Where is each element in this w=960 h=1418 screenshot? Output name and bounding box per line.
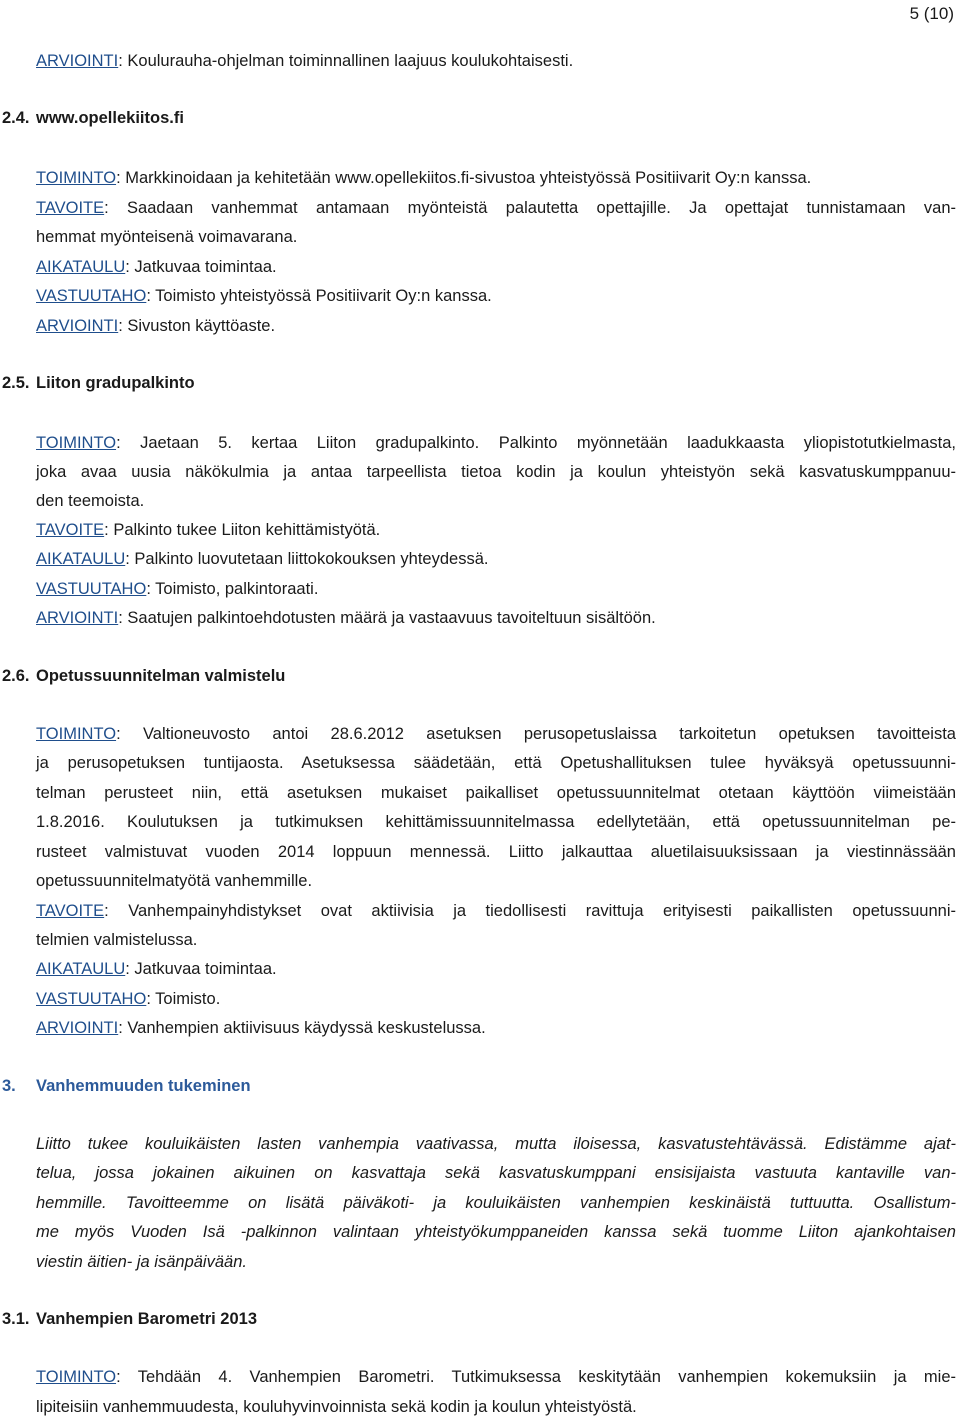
arviointi-label: ARVIOINTI bbox=[36, 1019, 119, 1037]
toiminto-line-cont: rusteet valmistuvat vuoden 2014 loppuun mennessä. Liitto jalkauttaa aluetilaisuuksissaan ja viestinnässään bbox=[36, 843, 956, 861]
section-title: Opetussuunnitelman valmistelu bbox=[36, 667, 286, 685]
aikataulu-line bbox=[36, 548, 488, 570]
toiminto-label: TOIMINTO bbox=[36, 434, 117, 452]
tavoite-label: TAVOITE bbox=[36, 521, 105, 539]
section-title: Vanhemmuuden tukeminen bbox=[36, 1077, 251, 1095]
intro-paragraph-line: Liitto tukee kouluikäisten lasten vanhempia vaativassa, mutta iloisessa, kasvatustehtävässä. Edistämme ajat- bbox=[36, 1135, 956, 1153]
arviointi-label: ARVIOINTI bbox=[36, 609, 119, 627]
toiminto-label: TOIMINTO bbox=[36, 169, 117, 187]
intro-paragraph-line: viestin äitien- ja isänpäivään. bbox=[36, 1253, 247, 1271]
tavoite-line bbox=[36, 900, 956, 922]
toiminto-label: TOIMINTO bbox=[36, 725, 117, 743]
vastuutaho-text: : Toimisto yhteistyössä Positiivarit Oy:n kanssa. bbox=[146, 287, 492, 305]
section-title: www.opellekiitos.fi bbox=[36, 109, 184, 127]
vastuutaho-line bbox=[36, 578, 318, 600]
aikataulu-label: AIKATAULU bbox=[36, 960, 126, 978]
vastuutaho-label: VASTUUTAHO bbox=[36, 580, 147, 598]
vastuutaho-label: VASTUUTAHO bbox=[36, 990, 147, 1008]
section-heading-3 bbox=[2, 1075, 251, 1097]
section-number: 2.4. bbox=[2, 109, 30, 127]
section-number: 3.1. bbox=[2, 1310, 30, 1328]
tavoite-line-cont: telmien valmistelussa. bbox=[36, 931, 198, 949]
tavoite-label: TAVOITE bbox=[36, 902, 105, 920]
toiminto-line bbox=[36, 167, 811, 189]
arviointi-text: : Koulurauha-ohjelman toiminnallinen laajuus koulukohtaisesti. bbox=[118, 52, 574, 70]
toiminto-text: : Tehdään 4. Vanhempien Barometri. Tutkimuksessa keskitytään vanhempien kokemuksiin ja mie- bbox=[116, 1368, 956, 1386]
arviointi-label: ARVIOINTI bbox=[36, 52, 119, 70]
toiminto-line-cont: den teemoista. bbox=[36, 492, 145, 510]
arviointi-line bbox=[36, 315, 275, 337]
aikataulu-line bbox=[36, 256, 277, 278]
aikataulu-label: AIKATAULU bbox=[36, 550, 126, 568]
toiminto-line-cont: joka avaa uusia näkökulmia ja antaa tarpeellista tietoa kodin ja koulun yhteistyön sekä kasvatuskumppanuu- bbox=[36, 463, 956, 481]
intro-paragraph-line: hemmille. Tavoitteemme on lisätä päiväkoti- ja kouluikäisten vanhempien keskinäistä tuttuutta. Osallistum- bbox=[36, 1194, 956, 1212]
section-title: Liiton gradupalkinto bbox=[36, 374, 195, 392]
toiminto-line-cont: telman perusteet niin, että asetuksen mukaiset paikalliset opetussuunnitelmat otetaan käyttöön viimeistään bbox=[36, 784, 956, 802]
arviointi-text: : Vanhempien aktiivisuus käydyssä keskustelussa. bbox=[118, 1019, 486, 1037]
vastuutaho-line bbox=[36, 285, 492, 307]
arviointi-line bbox=[36, 1017, 486, 1039]
toiminto-line-cont: opetussuunnitelmatyötä vanhemmille. bbox=[36, 872, 313, 890]
tavoite-line-cont: hemmat myönteisenä voimavarana. bbox=[36, 228, 298, 246]
section-number: 2.5. bbox=[2, 374, 30, 392]
vastuutaho-text: : Toimisto, palkintoraati. bbox=[146, 580, 319, 598]
toiminto-line-cont: lipiteisiin vanhemmuudesta, kouluhyvinvoinnista sekä kodin ja koulun yhteistyöstä. bbox=[36, 1398, 637, 1416]
arviointi-label: ARVIOINTI bbox=[36, 317, 119, 335]
aikataulu-text: : Jatkuvaa toimintaa. bbox=[125, 960, 277, 978]
vastuutaho-label: VASTUUTAHO bbox=[36, 287, 147, 305]
section-number: 3. bbox=[2, 1077, 16, 1095]
intro-paragraph-line: me myös Vuoden Isä -palkinnon valintaan yhteistyökumppaneiden kanssa sekä tuomme Liiton ajankohtaisen bbox=[36, 1223, 956, 1241]
section-heading-2-4 bbox=[2, 107, 184, 129]
arviointi-text: : Saatujen palkintoehdotusten määrä ja vastaavuus tavoiteltuun sisältöön. bbox=[118, 609, 656, 627]
tavoite-line bbox=[36, 519, 380, 541]
aikataulu-label: AIKATAULU bbox=[36, 258, 126, 276]
arviointi-line bbox=[36, 607, 656, 629]
aikataulu-line bbox=[36, 958, 277, 980]
arviointi-line bbox=[36, 50, 573, 72]
section-title: Vanhempien Barometri 2013 bbox=[36, 1310, 258, 1328]
aikataulu-text: : Palkinto luovutetaan liittokokouksen yhteydessä. bbox=[125, 550, 489, 568]
toiminto-text: : Markkinoidaan ja kehitetään www.opellekiitos.fi-sivustoa yhteistyössä Positiivarit Oy:n kanssa. bbox=[116, 169, 812, 187]
tavoite-line bbox=[36, 197, 956, 219]
section-heading-3-1 bbox=[2, 1308, 257, 1330]
toiminto-text: : Valtioneuvosto antoi 28.6.2012 asetuksen perusopetuslaissa tarkoitetun opetuksen tavoitteista bbox=[116, 725, 956, 743]
toiminto-line bbox=[36, 432, 956, 454]
vastuutaho-text: : Toimisto. bbox=[146, 990, 221, 1008]
toiminto-line-cont: 1.8.2016. Koulutuksen ja tutkimuksen kehittämissuunnitelmassa edellytetään, että opetussuunnitelman pe- bbox=[36, 813, 956, 831]
arviointi-text: : Sivuston käyttöaste. bbox=[118, 317, 276, 335]
section-number: 2.6. bbox=[2, 667, 30, 685]
toiminto-line-cont: ja perusopetuksen tuntijaosta. Asetuksessa säädetään, että Opetushallituksen tulee hyväksyä opetussuunni- bbox=[36, 754, 956, 772]
tavoite-label: TAVOITE bbox=[36, 199, 105, 217]
vastuutaho-line bbox=[36, 988, 220, 1010]
toiminto-line bbox=[36, 1366, 956, 1388]
intro-paragraph-line: telua, jossa jokainen aikuinen on kasvattaja sekä kasvatuskumppani ensisijaista vastuuta kantaville van- bbox=[36, 1164, 956, 1182]
section-heading-2-5 bbox=[2, 372, 195, 394]
toiminto-line bbox=[36, 723, 956, 745]
section-heading-2-6 bbox=[2, 665, 285, 687]
tavoite-text: : Vanhempainyhdistykset ovat aktiivisia ja tiedollisesti ravittuja erityisesti paikallisten opetussuunni- bbox=[104, 902, 956, 920]
aikataulu-text: : Jatkuvaa toimintaa. bbox=[125, 258, 277, 276]
tavoite-text: : Palkinto tukee Liiton kehittämistyötä. bbox=[104, 521, 381, 539]
toiminto-text: : Jaetaan 5. kertaa Liiton gradupalkinto. Palkinto myönnetään laadukkaasta yliopistotutkielmasta, bbox=[116, 434, 956, 452]
toiminto-label: TOIMINTO bbox=[36, 1368, 117, 1386]
page-number: 5 (10) bbox=[909, 4, 954, 23]
tavoite-text: : Saadaan vanhemmat antamaan myönteistä palautetta opettajille. Ja opettajat tunnistamaan van- bbox=[104, 199, 956, 217]
